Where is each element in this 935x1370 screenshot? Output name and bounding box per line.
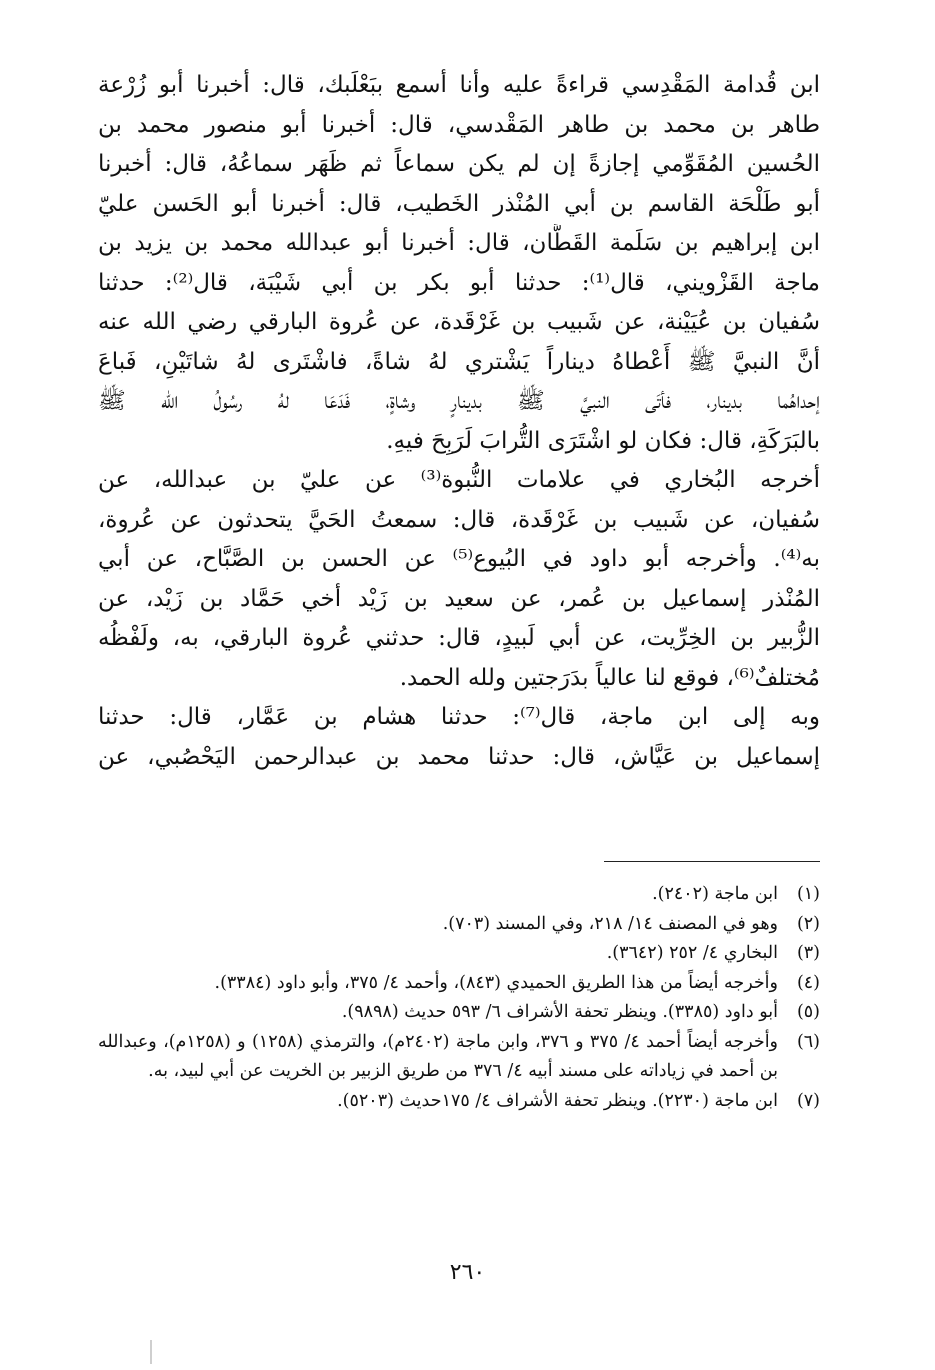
footnote-item: [98, 910, 820, 940]
footnotes: [98, 880, 820, 1116]
text-line: ابن إبراهيم بن سَلَمة القَطَّان، قال: أخبرنا أبو عبدالله محمد بن يزيد بن: [98, 230, 820, 256]
text-line: طاهر بن محمد بن طاهر المَقْدسي، قال: أخبرنا أبو منصور محمد بن: [98, 111, 820, 138]
footnote-item: [98, 998, 820, 1028]
text-line: به⁽⁴⁾. وأخرجه أبو داود في البُيوع⁽⁵⁾ عن الحسن بن الصَّبَّاح، عن أبي: [98, 546, 820, 572]
footnote-text: وأخرجه أيضاً أحمد ٤/ ٣٧٥ و ٣٧٦، وابن ماجة (٢٤٠٢م)، والترمذي (١٢٥٨) و (١٢٥٨م)، وعبدالله بن أحمد في زياداته على مسند أبيه ٤/ ٣٧٦ من طريق الزبير بن الخريت عن أبي لبيد، به.: [98, 1031, 779, 1081]
footnote-text: وأخرجه أيضاً من هذا الطريق الحميدي (٨٤٣)، وأحمد ٤/ ٣٧٥، وأبو داود (٣٣٨٤).: [214, 972, 778, 993]
footnote-text: ابن ماجة (٢٤٠٢).: [652, 884, 778, 904]
footnote-item: [98, 939, 820, 969]
paragraph-1: [98, 66, 820, 461]
footnote-text: وهو في المصنف ١٤/ ٢١٨، وفي المسند (٧٠٣).: [442, 913, 778, 934]
text-line: ابن قُدامة المَقْدِسي قراءةً عليه وأنا أسمع ببَعْلَبك، قال: أخبرنا أبو زُرْعة: [98, 72, 820, 98]
text-line: الحُسين المُقَوِّمي إجازةً إن لم يكن سماعاً ثم ظَهَر سماعُهُ، قال: أخبرنا: [98, 151, 820, 177]
footnote-text: البخاري ٤/ ٢٥٢ (٣٦٤٢).: [606, 943, 778, 963]
scan-artifact: [150, 1340, 152, 1364]
footnote-number: (٤): [796, 972, 820, 993]
footnote-text: أبو داود (٣٣٨٥). وينظر تحفة الأشراف ٦/ ٥٩٣ حديث (٩٨٩٨).: [341, 1002, 778, 1022]
text-line: المُنْذر إسماعيل بن عُمر، عن سعيد بن زَيْد أخي حَمَّاد بن زَيْد، عن: [98, 585, 820, 612]
paragraph-2: [98, 461, 820, 698]
text-line: سُفيان، عن شَبيب بن غَرْقَدة، قال: سمعتُ الحَيَّ يتحدثون عن عُروة،: [98, 506, 820, 533]
footnote-text: ابن ماجة (٢٢٣٠). وينظر تحفة الأشراف ٤/ ١٧٥حديث (٥٢٠٣).: [337, 1090, 778, 1111]
footnote-number: (٦): [796, 1031, 820, 1052]
footnote-item: [98, 1087, 820, 1117]
footnote-number: (١): [796, 884, 820, 904]
paragraph-3: [98, 698, 820, 777]
footnote-divider: [604, 861, 820, 862]
footnote-item: [98, 880, 820, 910]
main-text: [98, 66, 820, 777]
text-line: سُفيان بن عُيَيْنة، عن شَبيب بن غَرْقَدة، عن عُروة البارقي رضي الله عنه: [98, 309, 820, 335]
footnote-number: (٣): [796, 943, 820, 963]
footnote-item: [98, 1028, 820, 1087]
page-number: ٢٦٠: [449, 1260, 486, 1285]
text-line: بالبَرَكَةِ، قال: فكان لو اشْتَرَى التُّرابَ لَرَبِحَ فيهِ.: [386, 427, 820, 454]
footnote-number: (٢): [796, 913, 820, 934]
text-line: الزُّبير بن الخِرِّيت، عن أبي لَبيدٍ، قال: حدثني عُروة البارقي، به، ولَفْظُه: [98, 625, 820, 651]
text-line: أخرجه البُخاري في علامات النُّبوة⁽³⁾ عن عليّ بن عبدالله، عن: [98, 467, 820, 493]
text-line: إسماعيل بن عَيَّاش، قال: حدثنا محمد بن عبدالرحمن اليَحْصُبي، عن: [98, 743, 820, 770]
footnote-number: (٥): [796, 1002, 820, 1022]
text-line: مُختلفٌ⁽⁶⁾، فوقع لنا عالياً بدَرَجتين ولله الحمد.: [399, 664, 820, 691]
text-line: وبه إلى ابن ماجة، قال⁽⁷⁾: حدثنا هشام بن عَمَّار، قال: حدثنا: [98, 704, 820, 730]
footnote-item: [98, 969, 820, 999]
footnote-number: (٧): [796, 1090, 820, 1111]
text-line: أنَّ النبيَّ ﷺ أَعْطاهُ ديناراً يَشْتري لهُ شاةً، فاشْتَرى لهُ شاتَيْنِ، فَباعَ: [98, 348, 820, 375]
text-line: أبو طَلْحَة القاسم بن أبي المُنْذر الخَطيب، قال: أخبرنا أبو الحَسن عليّ: [98, 190, 820, 217]
text-line: ماجة القَزْويني، قال⁽¹⁾: حدثنا أبو بكر بن أبي شَيْبَة، قال⁽²⁾: حدثنا: [98, 269, 820, 296]
text-line: إحداهُما بدينار، فأتَى النبيَّ ﷺ بدينارٍ وشاةٍ، فَدَعَا لهُ رسُولُ الله ﷺ: [98, 388, 820, 414]
